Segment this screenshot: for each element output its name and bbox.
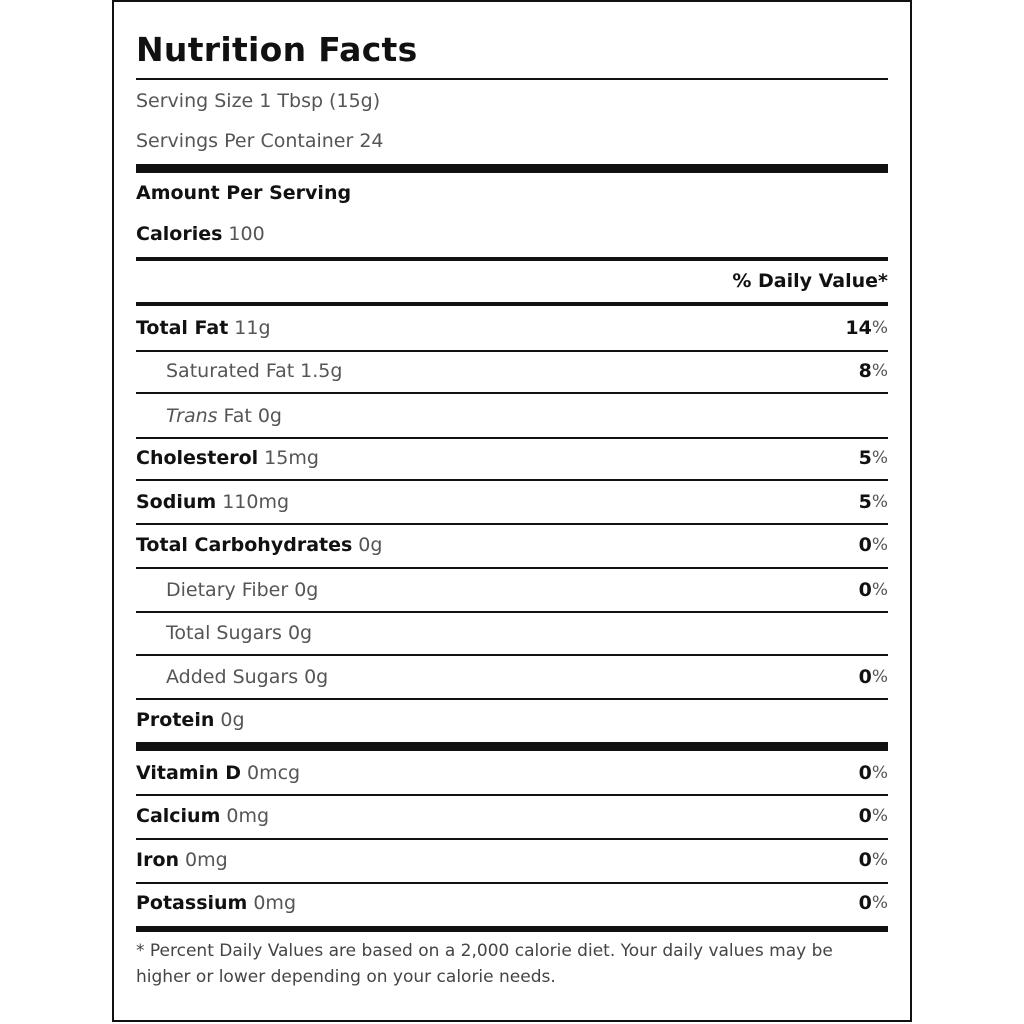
vitamin-row-calcium (136, 796, 888, 836)
divider-thick (136, 164, 888, 173)
calories-row (136, 214, 888, 254)
nutrient-amount: 15mg (264, 447, 319, 469)
nutrient-name: Added Sugars (166, 666, 299, 688)
nutrient-name-italic: Trans (166, 405, 218, 427)
nutrient-amount: 0g (257, 405, 282, 427)
calories-value: 100 (228, 223, 265, 245)
nutrient-dv: 5 % (858, 491, 888, 513)
divider-thin (136, 78, 888, 80)
nutrient-row-dietary-fiber (166, 570, 888, 610)
vitamin-row-vitamin-d (136, 753, 888, 793)
nutrient-amount: 0g (287, 622, 313, 644)
nutrient-dv: 0 % (858, 534, 888, 556)
nutrient-row-added-sugars (166, 657, 888, 697)
divider-thin (136, 567, 888, 569)
vitamin-dv: 0 % (858, 849, 888, 871)
nutrient-name: Cholesterol (136, 447, 259, 469)
nutrient-name: Total Fat (136, 317, 229, 339)
nutrient-row-total-sugars (166, 613, 888, 653)
calories-label: Calories (136, 223, 223, 245)
divider-thick (136, 926, 888, 932)
nutrient-row-cholesterol (136, 438, 888, 478)
vitamin-name: Vitamin D (136, 762, 242, 784)
nutrient-name: Protein (136, 709, 215, 731)
vitamin-amount: 0mg (253, 892, 297, 914)
nutrient-name: Sodium (136, 491, 217, 513)
nutrient-dv: 5 % (858, 447, 888, 469)
nutrient-dv: 0 % (858, 666, 888, 688)
divider-thin (136, 479, 888, 481)
nutrient-amount: 0g (294, 579, 319, 601)
vitamin-name: Calcium (136, 805, 221, 827)
vitamin-name: Iron (136, 849, 180, 871)
nutrient-dv: 14 % (845, 317, 888, 339)
nutrient-row-total-fat (136, 308, 888, 348)
nutrient-row-trans-fat (166, 396, 888, 436)
vitamin-amount: 0mcg (247, 762, 301, 784)
nutrient-row-saturated-fat (166, 351, 888, 391)
daily-value-footnote: * Percent Daily Values are based on a 2,000 calorie diet. Your daily values may be higher or lower depending on your calorie needs. (136, 941, 833, 987)
nutrient-name: Dietary Fiber (166, 579, 289, 601)
nutrient-name: Fat (223, 405, 252, 427)
divider-medium (136, 302, 888, 306)
divider-thick (136, 742, 888, 751)
nutrient-dv: 8 % (858, 360, 888, 382)
nutrient-amount: 0g (304, 666, 329, 688)
nutrient-row-protein (136, 700, 888, 740)
vitamin-dv: 0 % (858, 805, 888, 827)
nutrient-amount: 11g (234, 317, 271, 339)
vitamin-row-potassium (136, 883, 888, 923)
divider-thin (136, 654, 888, 656)
label-title: Nutrition Facts (136, 30, 418, 69)
vitamin-row-iron (136, 840, 888, 880)
nutrient-name: Saturated Fat (166, 360, 295, 382)
servings-per-container: Servings Per Container 24 (136, 130, 384, 152)
nutrient-amount: 110mg (222, 491, 290, 513)
vitamin-amount: 0mg (226, 805, 270, 827)
vitamin-name: Potassium (136, 892, 248, 914)
nutrient-amount: 0g (358, 534, 383, 556)
nutrient-amount: 0g (220, 709, 245, 731)
nutrient-dv: 0 % (858, 579, 888, 601)
nutrient-row-total-carbohydrates (136, 525, 888, 565)
nutrient-row-sodium (136, 482, 888, 522)
amount-per-serving: Amount Per Serving (136, 182, 352, 204)
divider-thin (136, 392, 888, 394)
nutrient-amount: 1.5g (300, 360, 343, 382)
vitamin-amount: 0mg (185, 849, 228, 871)
daily-value-header: % Daily Value* (732, 270, 888, 292)
serving-size: Serving Size 1 Tbsp (15g) (136, 90, 381, 112)
vitamin-dv: 0 % (858, 892, 888, 914)
nutrient-name: Total Carbohydrates (136, 534, 353, 556)
nutrient-name: Total Sugars (166, 622, 282, 644)
vitamin-dv: 0 % (858, 762, 888, 784)
